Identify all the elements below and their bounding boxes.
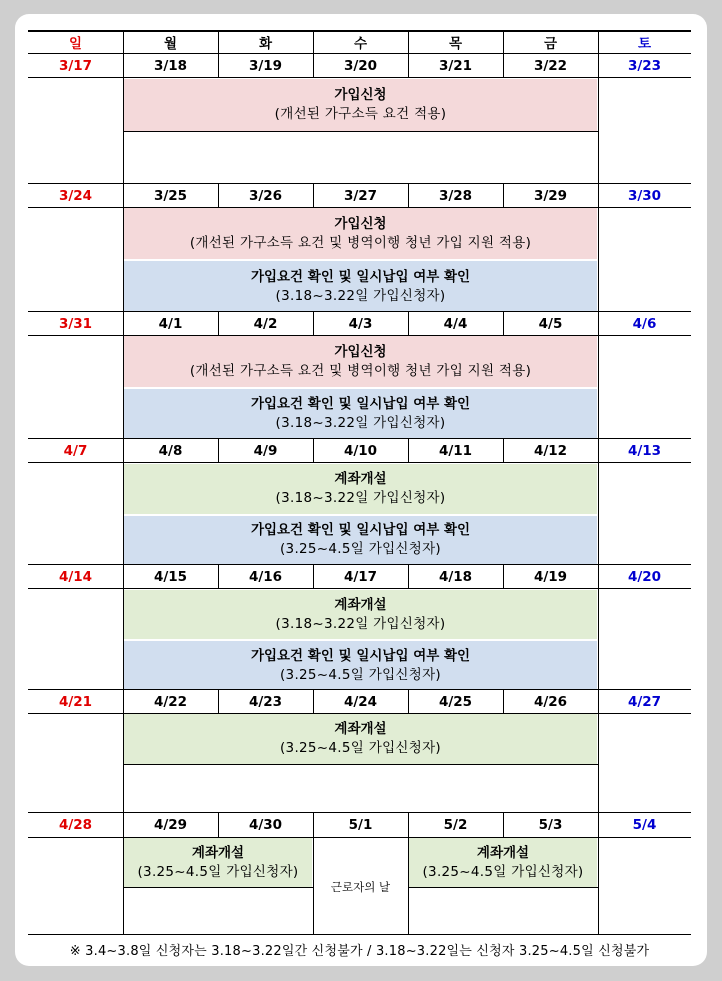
event-account-open [124,714,597,764]
grid-line [123,714,124,813]
date-cell: 3/18 [153,57,188,74]
grid-line [28,30,691,32]
grid-line [503,690,504,714]
grid-line [408,30,409,54]
grid-line [123,764,598,765]
grid-line [28,588,691,589]
grid-line [408,887,598,888]
event-account-open [124,838,312,887]
grid-line [313,30,314,54]
event-title: 가입요건 확인 및 일시납입 여부 확인 [250,647,471,664]
grid-line [408,690,409,714]
grid-line [123,887,313,888]
grid-line [598,690,599,813]
weekday-wed: 수 [353,35,368,52]
event-title: 계좌개설 [334,471,387,487]
grid-line [123,78,124,184]
date-cell: 3/26 [248,187,283,204]
event-subtitle: (3.25~4.5일 가입신청자) [279,740,441,756]
event-subtitle: (3.18~3.22일 가입신청자) [275,615,446,632]
weekday-sun: 일 [68,35,83,52]
grid-line [503,184,504,208]
date-cell: 3/20 [343,57,378,74]
date-cell: 4/18 [438,568,473,585]
grid-line [408,439,409,463]
date-cell: 4/23 [248,693,283,710]
grid-line [313,838,314,935]
event-review [124,641,597,690]
grid-line [503,54,504,78]
weekday-mon: 월 [163,35,178,52]
grid-line [218,312,219,336]
grid-line [503,312,504,336]
event-subtitle: (3.25~4.5일 가입신청자) [279,666,441,683]
grid-line [123,54,124,78]
grid-line [28,77,691,78]
grid-line [218,813,219,838]
grid-line [503,813,504,838]
grid-line [123,312,124,336]
footnote: ※ 3.4~3.8일 신청자는 3.18~3.22일간 신청불가 / 3.18~3.22일는 신청자 3.25~4.5일 신청불가 [69,943,650,959]
date-cell: 3/17 [58,57,93,74]
grid-line [218,565,219,589]
event-title: 가입요건 확인 및 일시납입 여부 확인 [250,268,471,285]
event-review [124,261,597,312]
date-cell: 4/6 [632,315,657,332]
date-cell: 4/26 [533,693,568,710]
grid-line [408,838,409,935]
date-cell: 3/24 [58,187,93,204]
event-title: 계좌개설 [334,721,387,737]
date-cell: 3/21 [438,57,473,74]
event-subtitle: (개선된 가구소득 요건 및 병역이행 청년 가입 지원 적용) [189,362,532,379]
date-cell: 3/30 [627,187,662,204]
date-cell: 3/23 [627,57,662,74]
event-review [124,516,597,564]
date-cell: 4/4 [443,315,468,332]
grid-line [123,690,124,714]
date-cell: 5/3 [538,817,563,833]
event-title: 가입신청 [334,87,387,103]
date-cell: 4/25 [438,693,473,710]
grid-line [123,30,124,54]
event-subtitle: (개선된 가구소득 요건 및 병역이행 청년 가입 지원 적용) [189,234,532,251]
grid-line [598,54,599,184]
date-cell: 3/25 [153,187,188,204]
date-cell: 4/16 [248,568,283,585]
date-cell: 4/14 [58,568,93,585]
date-cell: 4/15 [153,568,188,585]
grid-line [408,565,409,589]
grid-line [218,54,219,78]
event-subtitle: (3.18~3.22일 가입신청자) [275,490,446,506]
grid-line [313,690,314,714]
weekday-fri: 금 [543,35,558,52]
grid-line [598,439,599,565]
event-subtitle: (3.18~3.22일 가입신청자) [275,415,446,431]
grid-line [313,312,314,336]
grid-line [28,462,691,463]
weekday-tue: 화 [258,35,273,52]
event-account-open [409,838,597,887]
date-cell: 3/27 [343,187,378,204]
event-subtitle: (3.18~3.22일 가입신청자) [275,287,446,304]
grid-line [503,439,504,463]
grid-line [123,838,124,935]
event-signup [124,208,597,259]
date-cell: 4/11 [438,442,473,459]
grid-line [28,438,691,439]
grid-line [408,813,409,838]
grid-line [598,312,599,439]
grid-line [123,208,124,312]
grid-line [28,689,691,690]
date-cell: 4/5 [538,315,563,332]
event-title: 계좌개설 [334,596,387,613]
event-subtitle: (3.25~4.5일 가입신청자) [279,541,441,557]
grid-line [28,812,691,813]
date-cell: 3/31 [58,315,93,332]
grid-line [123,439,124,463]
grid-line [218,439,219,463]
grid-line [123,813,124,838]
grid-line [503,30,504,54]
event-subtitle: (개선된 가구소득 요건 적용) [274,106,447,122]
weekday-sat: 토 [637,35,652,52]
date-cell: 4/17 [343,568,378,585]
grid-line [28,335,691,336]
holiday-label: 근로자의 날 [330,879,391,894]
grid-line [218,690,219,714]
date-cell: 4/1 [158,315,183,332]
grid-line [598,565,599,690]
date-cell: 4/22 [153,693,188,710]
grid-line [28,207,691,208]
date-cell: 4/21 [58,693,93,710]
grid-line [598,30,599,54]
grid-line [313,439,314,463]
date-cell: 4/8 [158,442,183,459]
schedule-calendar [28,30,691,935]
grid-line [28,934,691,935]
date-cell: 4/27 [627,693,662,710]
date-cell: 5/2 [443,817,468,833]
grid-line [123,565,124,589]
grid-line [28,311,691,312]
date-cell: 4/13 [627,442,662,459]
event-title: 가입신청 [334,343,387,360]
event-account-open [124,464,597,514]
date-cell: 4/20 [627,568,662,585]
date-cell: 3/29 [533,187,568,204]
date-cell: 4/2 [253,315,278,332]
event-account-open [124,590,597,639]
date-cell: 4/10 [343,442,378,459]
grid-line [123,589,124,690]
grid-line [408,312,409,336]
event-title: 가입신청 [334,215,387,232]
event-title: 계좌개설 [476,844,530,861]
grid-line [218,184,219,208]
grid-line [313,813,314,838]
grid-line [313,184,314,208]
grid-line [28,53,691,54]
grid-line [598,813,599,935]
grid-line [408,184,409,208]
grid-line [408,54,409,78]
grid-line [123,131,598,132]
event-review [124,389,597,439]
event-title: 가입요건 확인 및 일시납입 여부 확인 [250,396,471,412]
grid-line [598,184,599,312]
date-cell: 4/30 [248,817,283,833]
grid-line [218,30,219,54]
event-subtitle: (3.25~4.5일 가입신청자) [422,863,584,880]
event-subtitle: (3.25~4.5일 가입신청자) [137,863,299,880]
grid-line [123,184,124,208]
grid-line [313,54,314,78]
date-cell: 4/3 [348,315,373,332]
date-cell: 3/28 [438,187,473,204]
grid-line [313,565,314,589]
date-cell: 4/9 [253,442,278,459]
event-signup [124,336,597,387]
date-cell: 3/22 [533,57,568,74]
date-cell: 4/29 [153,817,188,833]
event-title: 계좌개설 [191,844,245,861]
grid-line [28,713,691,714]
grid-line [28,837,691,838]
event-title: 가입요건 확인 및 일시납입 여부 확인 [250,522,471,538]
date-cell: 5/1 [348,817,373,833]
date-cell: 3/19 [248,57,283,74]
grid-line [123,336,124,439]
date-cell: 5/4 [632,817,657,833]
date-cell: 4/19 [533,568,568,585]
date-cell: 4/12 [533,442,568,459]
date-cell: 4/24 [343,693,378,710]
grid-line [503,565,504,589]
event-signup [124,79,597,131]
date-cell: 4/7 [63,442,88,459]
grid-line [123,463,124,565]
weekday-thu: 목 [448,35,463,52]
grid-line [28,564,691,565]
grid-line [28,183,691,184]
date-cell: 4/28 [58,817,93,833]
